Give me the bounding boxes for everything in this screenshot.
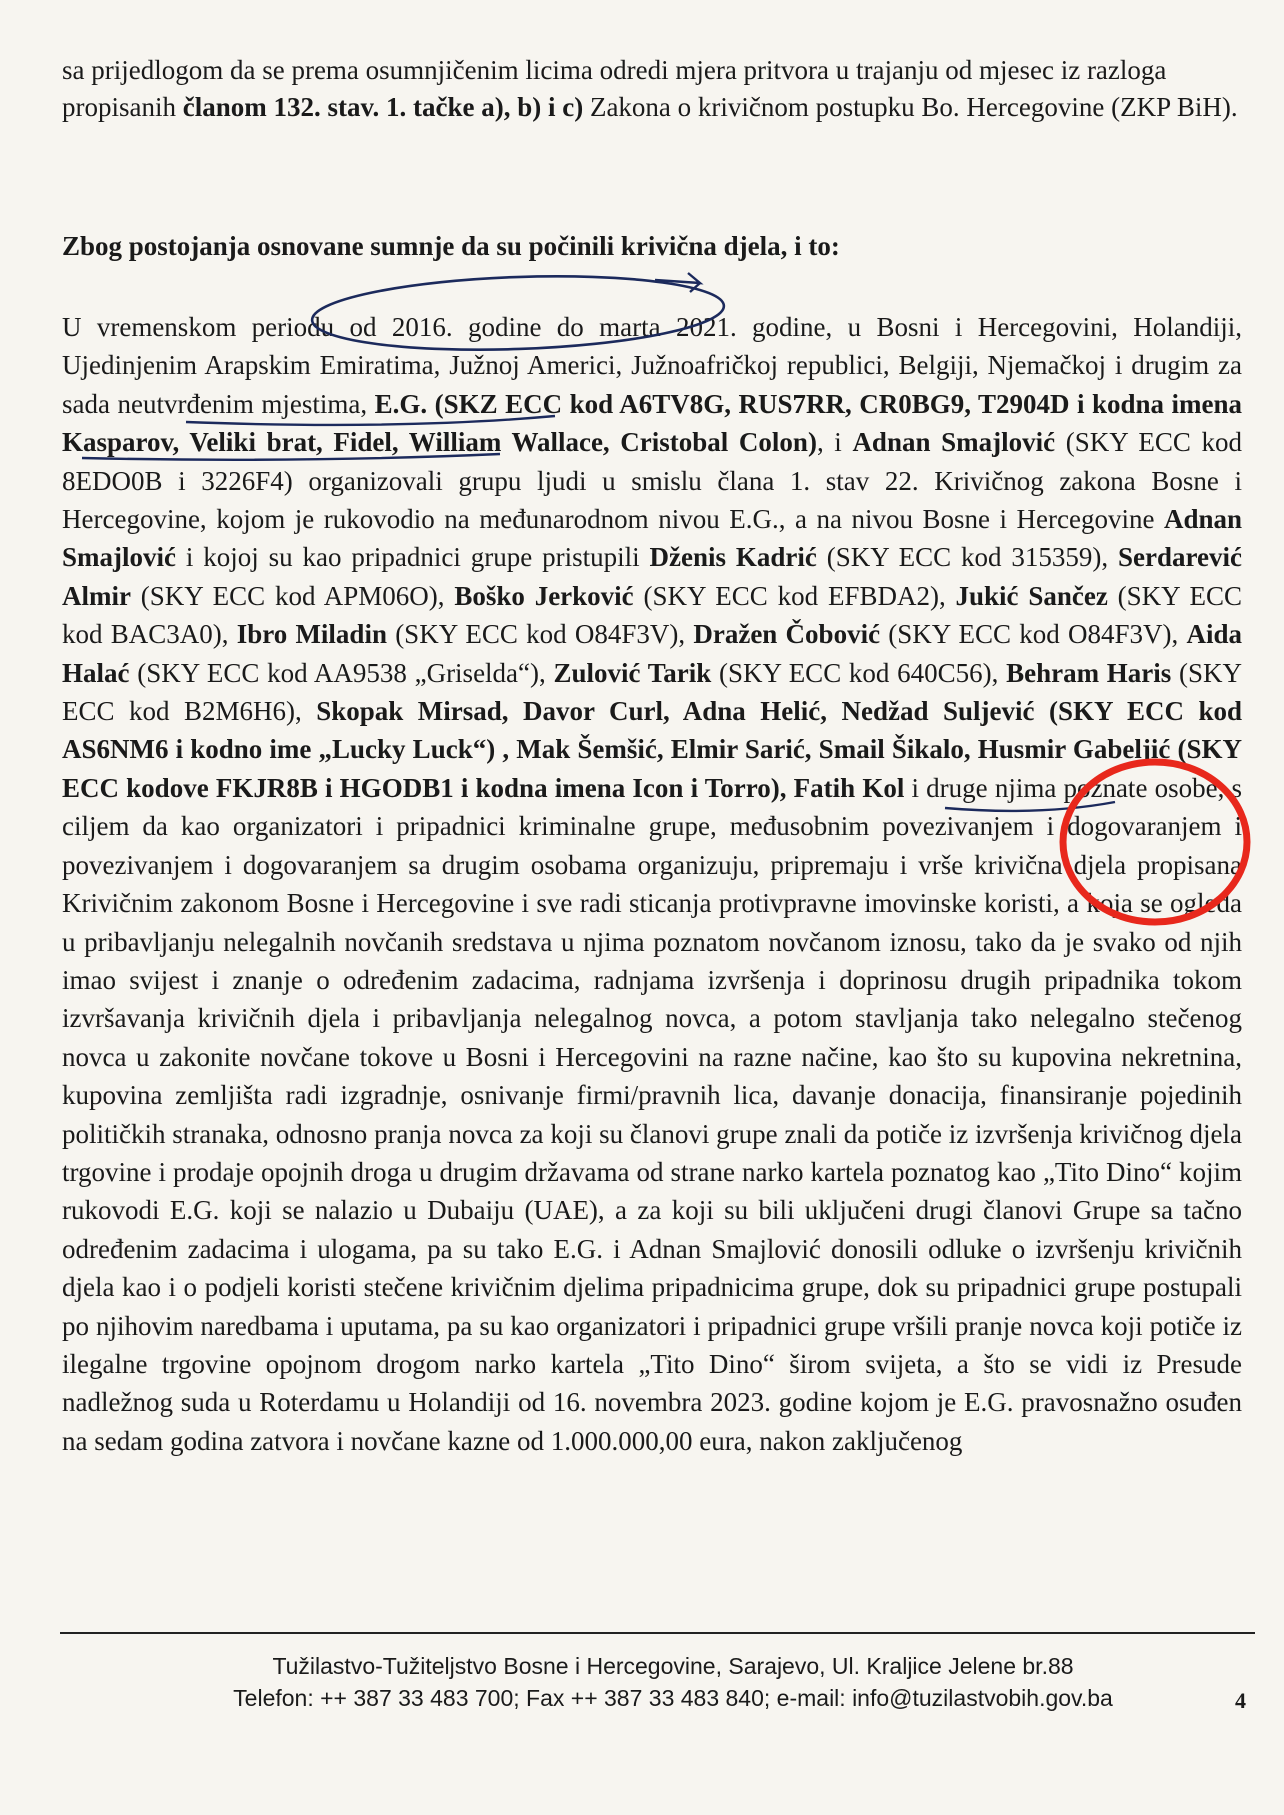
body-text: (SKY ECC kod 315359), bbox=[816, 542, 1119, 573]
body-text: (SKY ECC kod APM06O), bbox=[130, 580, 455, 611]
suspect-name: Adnan Smajlović bbox=[62, 504, 1242, 573]
suspect-name: Ibro Miladin bbox=[236, 619, 387, 650]
suspect-name: Dražen Čobović bbox=[693, 619, 881, 650]
intro-bold-article: članom 132. stav. 1. tačke a), b) i c) bbox=[182, 92, 584, 122]
body-text: (SKY ECC kod O84F3V), bbox=[386, 619, 694, 650]
body-text: (SKY ECC kod EFBDA2), bbox=[633, 580, 956, 611]
suspect-name: Dženis Kadrić bbox=[649, 542, 817, 573]
pen-arrow bbox=[655, 273, 700, 292]
body-text: (SKY ECC kod B2M6H6), bbox=[62, 657, 1243, 727]
footer-contact: Telefon: ++ 387 33 483 700; Fax ++ 387 33 483 840; e-mail: info@tuzilastvobih.gov.ba bbox=[233, 1685, 1113, 1711]
body-text: (SKY ECC kod AA9538 „Griselda“), bbox=[129, 657, 554, 688]
suspect-name: Behram Haris bbox=[1006, 657, 1172, 688]
body-text: , i bbox=[816, 427, 853, 458]
suspect-name: Zulović Tarik bbox=[553, 657, 712, 688]
body-paragraph bbox=[62, 308, 1242, 1460]
suspect-name: Jukić Sančez bbox=[955, 580, 1108, 611]
intro-text: iz razloga propisanih bbox=[62, 55, 1167, 122]
body-text: (SKY ECC kod 640C56), bbox=[711, 657, 1007, 688]
section-heading: Zbog postojanja osnovane sumnje da su počinili krivična djela, i to: bbox=[62, 231, 840, 261]
suspect-name: Adnan Smajlović bbox=[852, 427, 1056, 458]
footer bbox=[0, 1650, 1284, 1714]
body-text: (SKY ECC kod BAC3A0), bbox=[62, 580, 1242, 650]
footer-address: Tužilastvo-Tužiteljstvo Bosne i Hercegovine, Sarajevo, Ul. Kraljice Jelene br.88 bbox=[272, 1653, 1074, 1679]
body-text: (SKY ECC kod 8EDO0B i 3226F4) organizovali grupu ljudi u smislu člana 1. stav 22. Krivičnog zakona Bosne i Hercegovine, kojom je rukovodio na međunarodnom nivou E.G., a na nivou Bosne i Hercegovine bbox=[62, 427, 1242, 535]
body-text: i druge njima poznate osobe, s ciljem da kao organizatori i pripadnici kriminalne grupe, međusobnim povezivanjem i dogovaranjem i povezivanjem i dogovaranjem sa drugim osobama organizuju, pripremaju i vrše krivična djela propisana Krivičnim zakonom Bosne i Hercegovine i sve radi sticanja protivpravne imovinske koristi, a koja se ogleda u pribavljanju nelegalnih novčanih sredstava u njima poznatom novčanom iznosu, tako da je svako od njih imao svijest i znanje o određenim zadacima, radnjama izvršenja i doprinosu drugih pripadnika tokom izvršavanja krivičnih djela i pribavljanja nelegalnog novca, a potom stavljanja tako nelegalno stečenog novca u zakonite novčane tokove u Bosni i Hercegovini na razne načine, kao što su kupovina nekretnina, kupovina zemljišta radi izgradnje, osnivanje firmi/pravnih lica, davanje donacija, finansiranje pojedinih političkih stranaka, odnosno pranja novca za koji su članovi grupe znali da potiče iz izvršenja krivičnog djela trgovine i prodaje opojnih droga u drugim državama od strane narko kartela poznatog kao „Tito Dino“ kojim rukovodi E.G. koji se nalazio u Dubaiju (UAE), a za koji su bili uključeni drugi članovi Grupe sa tačno određenim zadacima i ulogama, pa su tako E.G. i Adnan Smajlović donosili odluke o izvršenju krivičnih djela kao i o podjeli koristi stečene krivičnim djelima pripadnicima grupe, dok su pripadnici grupe postupali po njihovim naredbama i uputama, pa su kao organizatori i pripadnici grupe vršili pranje novca koji potiče iz ilegalne trgovine opojnom drogom narko kartela „Tito Dino“ širom svijeta, a što se vidi iz Presude nadležnog suda u Roterdamu u Holandiji od 16. novembra 2023. godine kojom je E.G. pravosnažno osuđen na sedam godina zatvora i novčane kazne od 1.000.000,00 eura, nakon zaključenog bbox=[62, 772, 1242, 1456]
intro-text: Zakona o krivičnom postupku Bo. Hercegovine (ZKP BiH). bbox=[583, 92, 1238, 122]
body-text: i kojoj su kao pripadnici grupe pristupili bbox=[176, 542, 650, 573]
intro-text: sa prijedlogom da se prema osumnjičenim licima odredi mjera pritvora u trajanju od mjesec bbox=[62, 55, 1054, 85]
suspect-eg: E.G. (SKZ ECC kod A6TV8G, RUS7RR, CR0BG9, T2904D i kodna imena Kasparov, Veliki brat, Fidel, William Wallace, Cristobal Colon) bbox=[62, 388, 1242, 458]
page-number: 4 bbox=[1235, 1688, 1246, 1713]
body-text: U vremenskom periodu od 2016. godine do marta 2021. godine, u Bosni i Hercegovini, Holandiji, Ujedinjenim Arapskim Emiratima, Južnoj Americi, Južnoafričkoj republici, Belgiji, Njemačkoj i drugim za sada neutvrđenim mjestima, bbox=[62, 312, 1242, 419]
suspect-name: Boško Jerković bbox=[454, 580, 634, 611]
footer-divider bbox=[60, 1632, 1255, 1634]
suspect-name: Serdarević Almir bbox=[62, 542, 1242, 611]
intro-paragraph bbox=[62, 52, 1242, 126]
suspect-name: Aida Halać bbox=[62, 619, 1242, 688]
suspect-list: Skopak Mirsad, Davor Curl, Adna Helić, Nedžad Suljević (SKY ECC kod AS6NM6 i kodno ime „Lucky Luck“) , Mak Šemšić, Elmir Sarić, Smail Šikalo, Husmir Gabeljić (SKY ECC kodove FKJR8B i HGODB1 i kodna imena Icon i Torro), Fatih Kol bbox=[62, 696, 1242, 803]
body-text: (SKY ECC kod O84F3V), bbox=[880, 619, 1187, 650]
